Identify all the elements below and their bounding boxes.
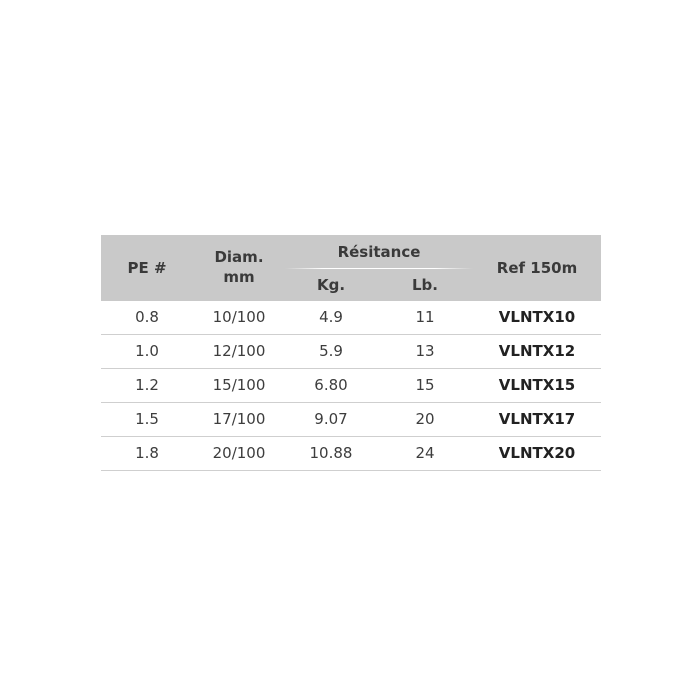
cell-pe: 1.8 bbox=[135, 444, 159, 462]
cell-diameter: 15/100 bbox=[212, 376, 266, 394]
cell-diameter: 12/100 bbox=[212, 342, 266, 360]
cell-kg: 6.80 bbox=[314, 376, 348, 394]
cell-ref: VLNTX17 bbox=[498, 410, 576, 428]
header-resistance-divider bbox=[285, 268, 473, 269]
cell-lb: 13 bbox=[415, 342, 435, 360]
cell-pe: 1.5 bbox=[135, 410, 159, 428]
header-diameter bbox=[193, 247, 285, 287]
cell-pe: 1.2 bbox=[135, 376, 159, 394]
table-row bbox=[101, 437, 601, 471]
header-ref: Ref 150m bbox=[496, 259, 578, 277]
cell-diameter: 17/100 bbox=[212, 410, 266, 428]
table-row bbox=[101, 369, 601, 403]
header-resistance: Résitance bbox=[337, 243, 421, 261]
cell-lb: 24 bbox=[415, 444, 435, 462]
cell-ref: VLNTX12 bbox=[498, 342, 576, 360]
cell-kg: 5.9 bbox=[319, 342, 343, 360]
spec-table bbox=[101, 235, 601, 471]
cell-diameter: 20/100 bbox=[212, 444, 266, 462]
cell-pe: 0.8 bbox=[135, 308, 159, 326]
cell-ref: VLNTX15 bbox=[498, 376, 576, 394]
header-pe: PE # bbox=[127, 259, 167, 277]
cell-pe: 1.0 bbox=[135, 342, 159, 360]
cell-ref: VLNTX20 bbox=[498, 444, 576, 462]
table-row bbox=[101, 335, 601, 369]
header-diameter-unit: mm bbox=[223, 268, 255, 286]
cell-lb: 20 bbox=[415, 410, 435, 428]
cell-diameter: 10/100 bbox=[212, 308, 266, 326]
cell-kg: 10.88 bbox=[309, 444, 353, 462]
header-lb: Lb. bbox=[412, 276, 438, 294]
header-diameter-label: Diam. bbox=[214, 248, 264, 266]
cell-ref: VLNTX10 bbox=[498, 308, 576, 326]
cell-lb: 15 bbox=[415, 376, 435, 394]
table-header bbox=[101, 235, 601, 301]
header-kg: Kg. bbox=[316, 276, 346, 294]
cell-kg: 4.9 bbox=[319, 308, 343, 326]
cell-kg: 9.07 bbox=[314, 410, 348, 428]
table-row bbox=[101, 301, 601, 335]
cell-lb: 11 bbox=[415, 308, 435, 326]
table-row bbox=[101, 403, 601, 437]
